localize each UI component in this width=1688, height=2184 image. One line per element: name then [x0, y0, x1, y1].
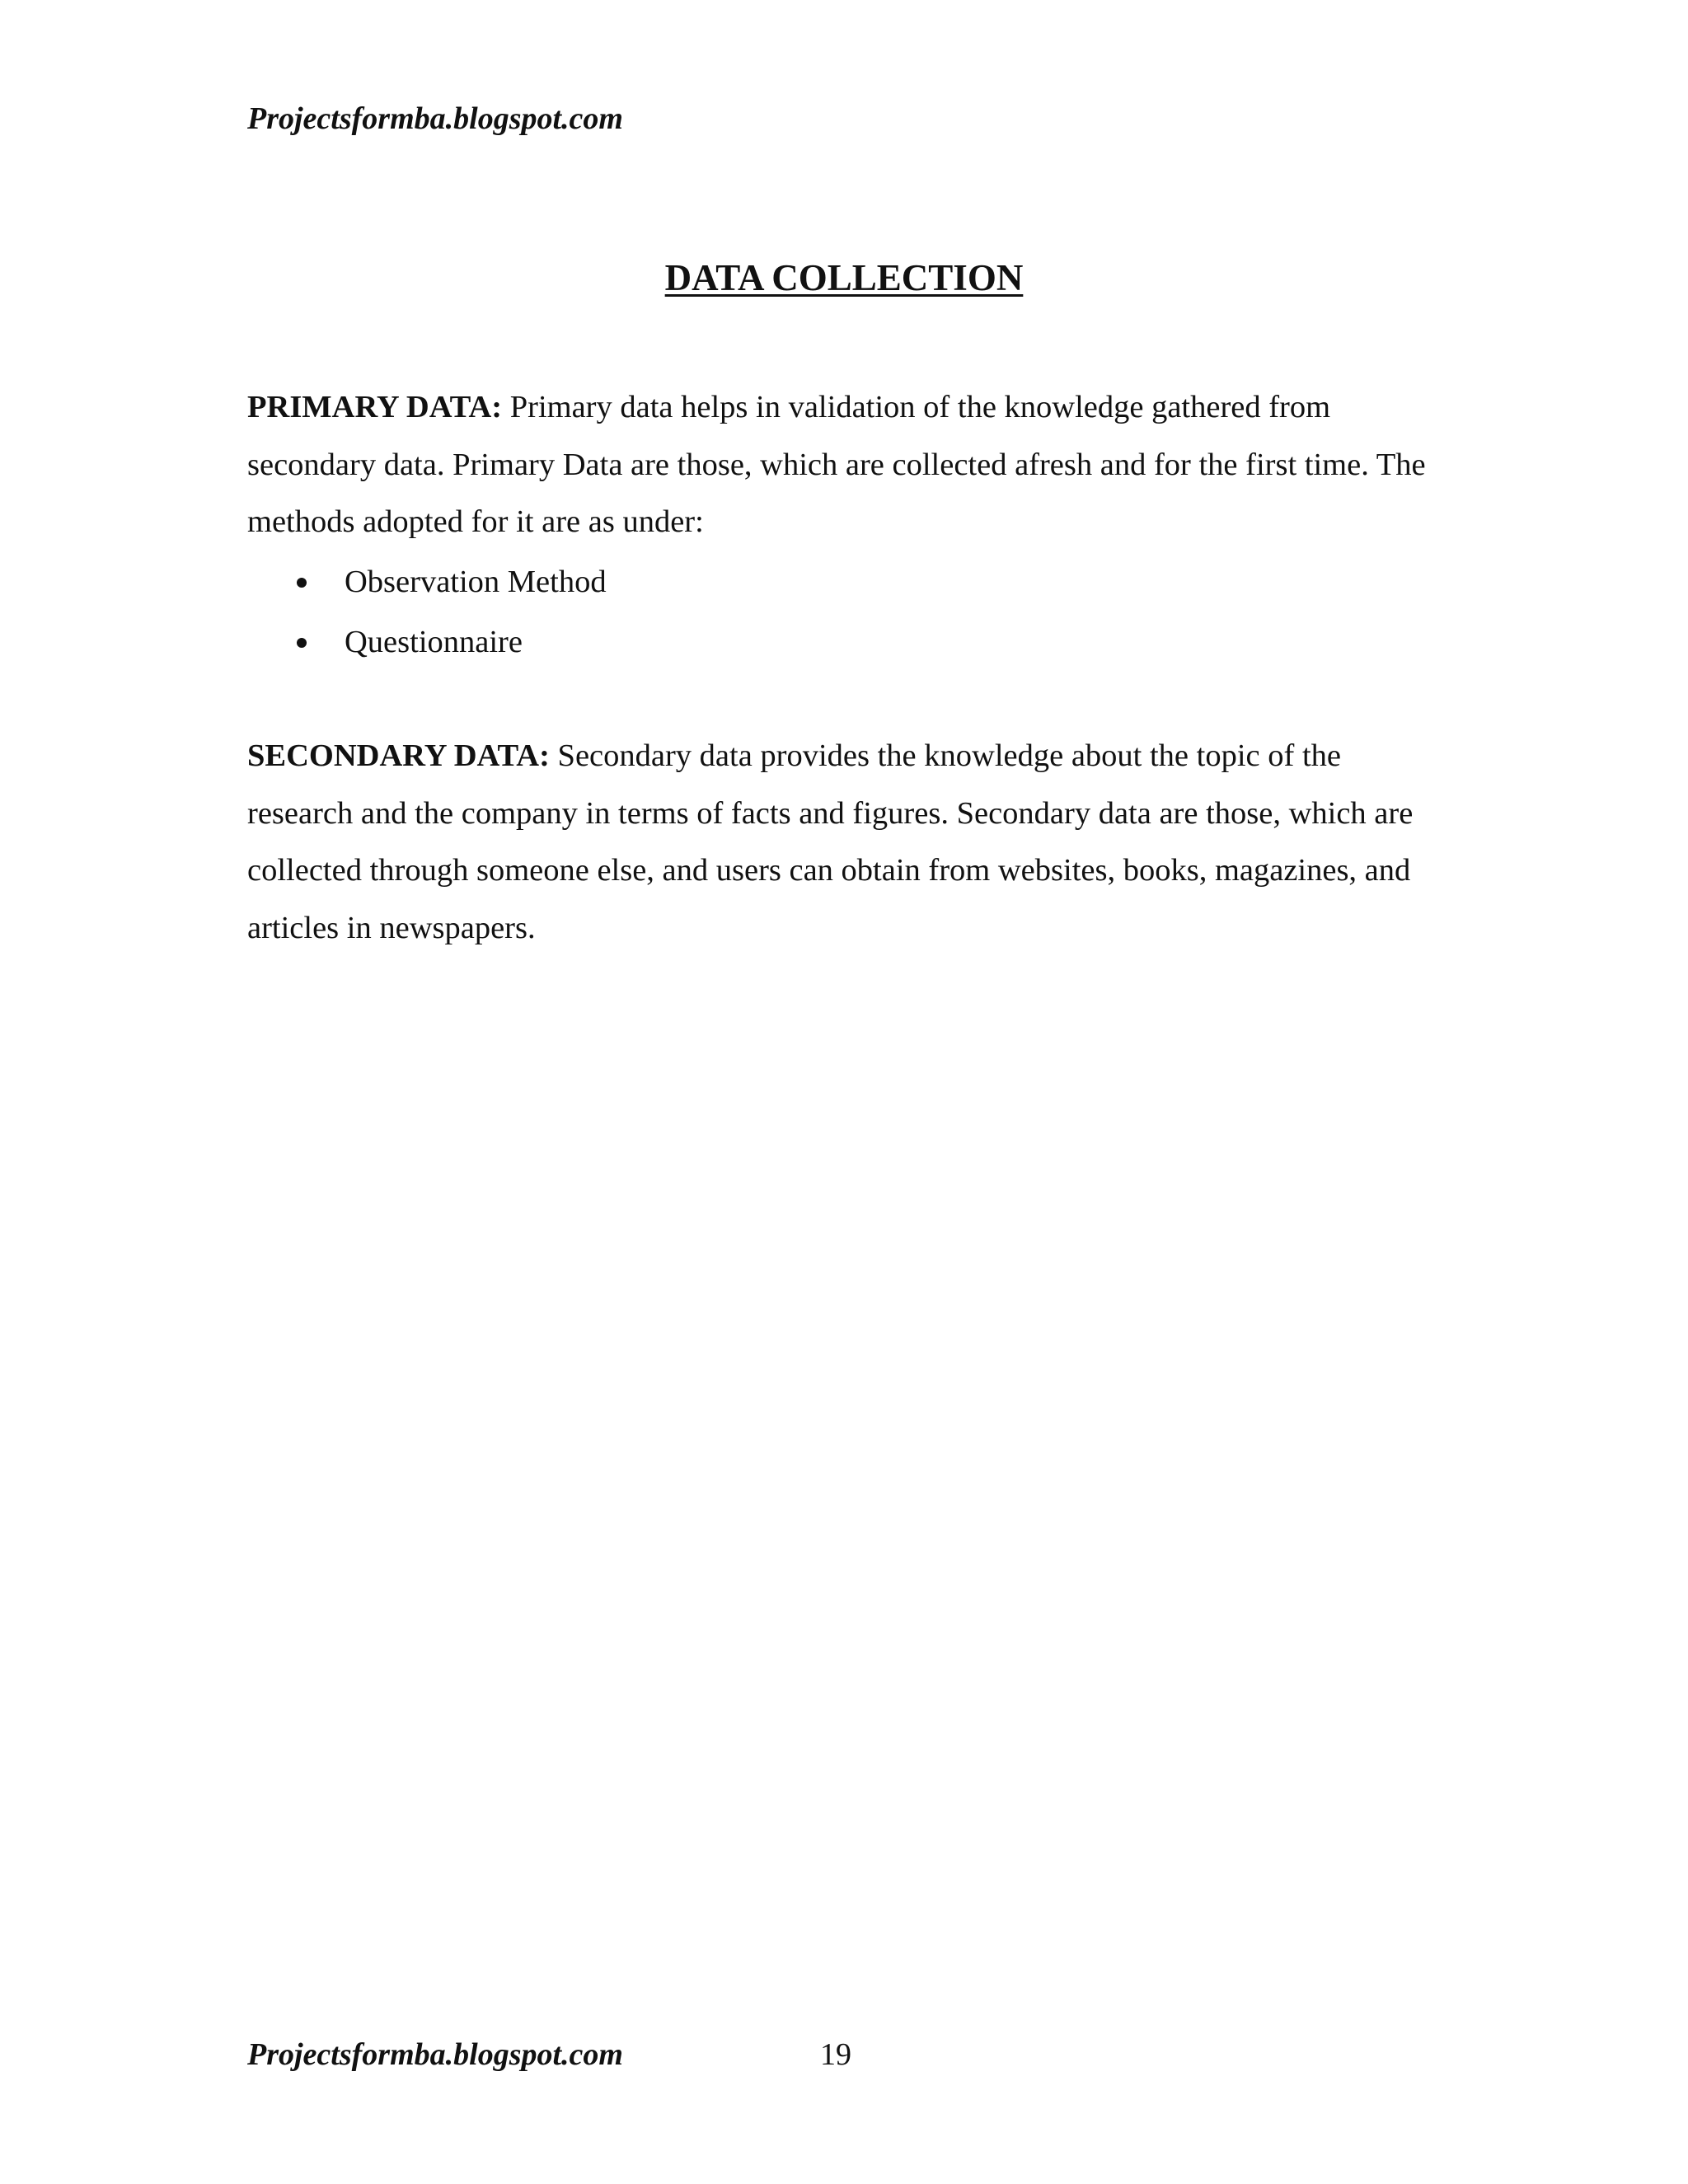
method-label: Questionnaire	[345, 625, 523, 659]
primary-data-paragraph	[247, 379, 1442, 551]
page-number: 19	[820, 2037, 851, 2072]
page-title: DATA COLLECTION	[664, 257, 1024, 298]
header-site-name: Projectsformba.blogspot.com	[247, 101, 623, 136]
secondary-data-label: SECONDARY DATA:	[247, 738, 550, 773]
footer-site-name: Projectsformba.blogspot.com	[247, 2037, 623, 2072]
primary-data-text: Primary data helps in validation of the knowledge gathered from secondary data. Primary Data are those, which are collected afresh and for the first time. The methods adopted for it are as under:	[247, 390, 1426, 539]
bullet-icon	[297, 638, 307, 648]
method-label: Observation Method	[345, 565, 607, 599]
bullet-icon	[297, 578, 307, 588]
primary-data-label: PRIMARY DATA:	[247, 390, 503, 424]
secondary-data-paragraph	[247, 728, 1442, 957]
secondary-data-text: Secondary data provides the knowledge about the topic of the research and the company in terms of facts and figures. Secondary data are those, which are collected through someone else, and users can obtain from websites, books, magazines, and articles in newspapers.	[247, 738, 1414, 945]
